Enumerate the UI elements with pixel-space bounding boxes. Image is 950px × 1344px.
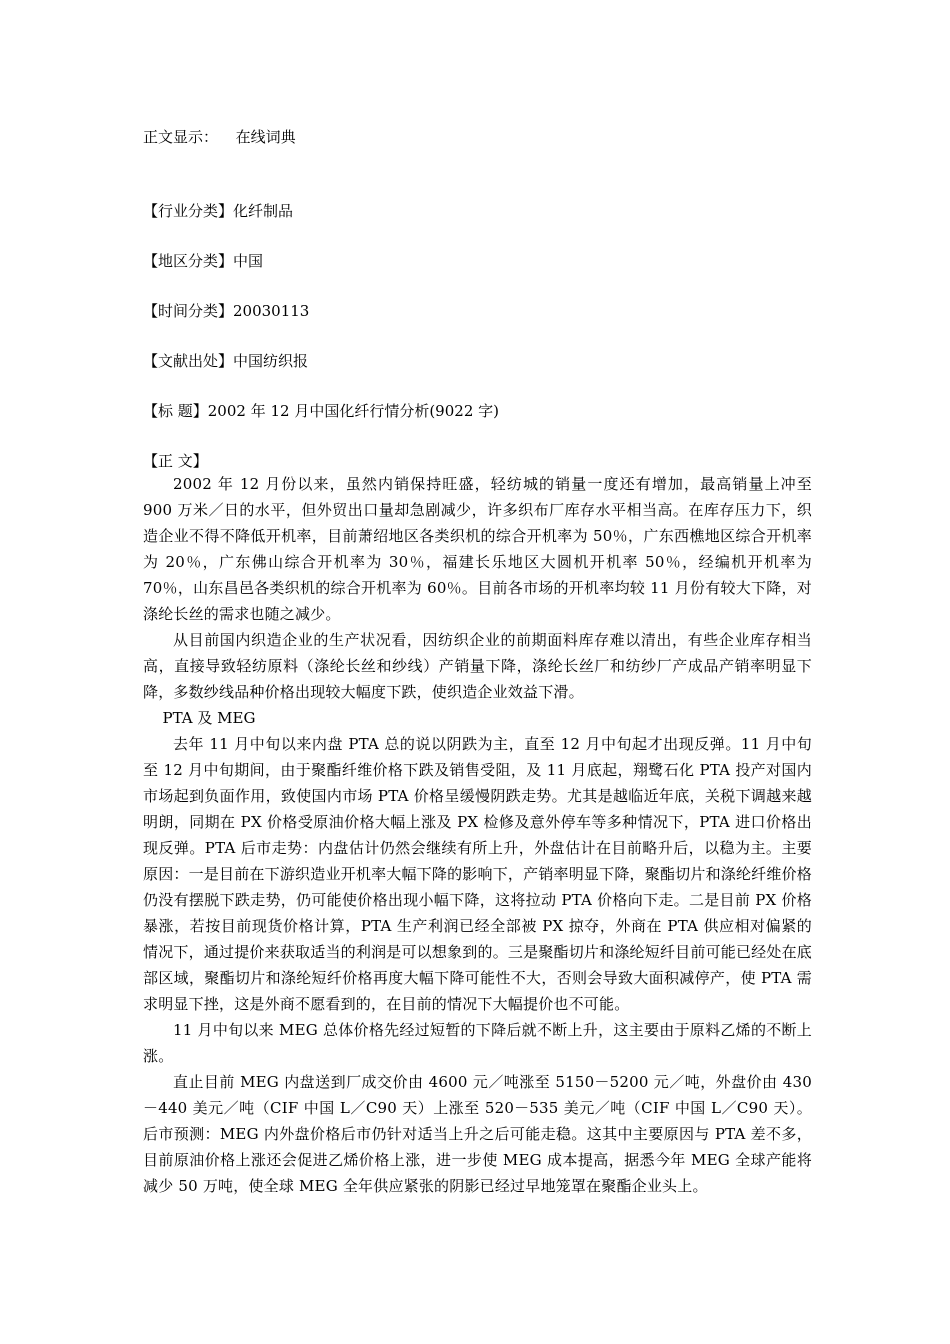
paragraph-5: 直止目前 MEG 内盘送到厂成交价由 4600 元／吨涨至 5150－5200 元／吨，外盘价由 430－440 美元／吨（CIF 中国 L／C90 天）上涨至 520－535 美元／吨（CIF 中国 L／C90 天）。后市预测：MEG 内外盘价格后市仍针对适当上升之后可能走稳。这其中主要原因与 PTA 差不多，目前原油价格上涨还会促进乙烯价格上涨，进一步使 MEG 成本提高，据悉今年 MEG 全球产能将减少 50 万吨，使全球 MEG 全年供应紧张的阴影已经过早地笼罩在聚酯企业头上。 xyxy=(143,1073,812,1195)
article-body xyxy=(143,471,812,1199)
display-label: 正文显示： xyxy=(143,128,219,146)
paragraph-4: 11 月中旬以来 MEG 总体价格先经过短暂的下降后就不断上升，这主要由于原料乙烯的不断上涨。 xyxy=(143,1021,812,1065)
dictionary-link[interactable]: 在线词典 xyxy=(235,128,296,146)
paragraph-1: 2002 年 12 月份以来，虽然内销保持旺盛，轻纺城的销量一度还有增加，最高销量上冲至 900 万米／日的水平，但外贸出口量却急剧减少，许多织布厂库存水平相当高。在库存压力下，织造企业不得不降低开机率，目前萧绍地区各类织机的综合开机率为 50％，广东西樵地区综合开机率为 20％，广东佛山综合开机率为 30％，福建长乐地区大圆机开机率 50％，经编机开机率为 70％，山东昌邑各类织机的综合开机率为 60％。目前各市场的开机率均较 11 月份有较大下降，对涤纶长丝的需求也随之减少。 xyxy=(143,475,812,623)
body-heading: 【正 文】 xyxy=(143,452,208,470)
industry-field: 【行业分类】化纤制品 xyxy=(143,202,294,220)
title-field: 【标 题】2002 年 12 月中国化纤行情分析(9022 字) xyxy=(143,402,499,420)
section-subhead: PTA 及 MEG xyxy=(162,709,256,727)
display-header xyxy=(143,127,296,147)
paragraph-3: 去年 11 月中旬以来内盘 PTA 总的说以阴跌为主，直至 12 月中旬起才出现反弹。11 月中旬至 12 月中旬期间，由于聚酯纤维价格下跌及销售受阻，及 11 月底起，翔鹭石化 PTA 投产对国内市场起到负面作用，致使国内市场 PTA 价格呈缓慢阴跌走势。尤其是越临近年底，关税下调越来越明朗，同期在 PX 价格受原油价格大幅上涨及 PX 检修及意外停车等多种情况下，PTA 进口价格出现反弹。PTA 后市走势：内盘估计仍然会继续有所上升，外盘估计在目前略升后，以稳为主。主要原因：一是目前在下游织造业开机率大幅下降的影响下，产销率明显下降，聚酯切片和涤纶纤维价格仍没有摆脱下跌走势，仍可能使价格出现小幅下降，这将拉动 PTA 价格向下走。二是目前 PX 价格暴涨，若按目前现货价格计算，PTA 生产利润已经全部被 PX 掠夺，外商在 PTA 供应相对偏紧的情况下，通过提价来获取适当的利润是可以想象到的。三是聚酯切片和涤纶短纤目前可能已经处在底部区域，聚酯切片和涤纶短纤价格再度大幅下降可能性不大，否则会导致大面积减停产，使 PTA 需求明显下挫，这是外商不愿看到的，在目前的情况下大幅提价也不可能。 xyxy=(143,735,812,1013)
time-field: 【时间分类】20030113 xyxy=(143,302,310,320)
source-field: 【文献出处】中国纺织报 xyxy=(143,352,309,370)
region-field: 【地区分类】中国 xyxy=(143,252,264,270)
paragraph-2: 从目前国内织造企业的生产状况看，因纺织企业的前期面料库存难以清出，有些企业库存相当高，直接导致轻纺原料（涤纶长丝和纱线）产销量下降，涤纶长丝厂和纺纱厂产成品产销率明显下降，多数纱线品种价格出现较大幅度下跌，使织造企业效益下滑。 xyxy=(143,631,812,701)
